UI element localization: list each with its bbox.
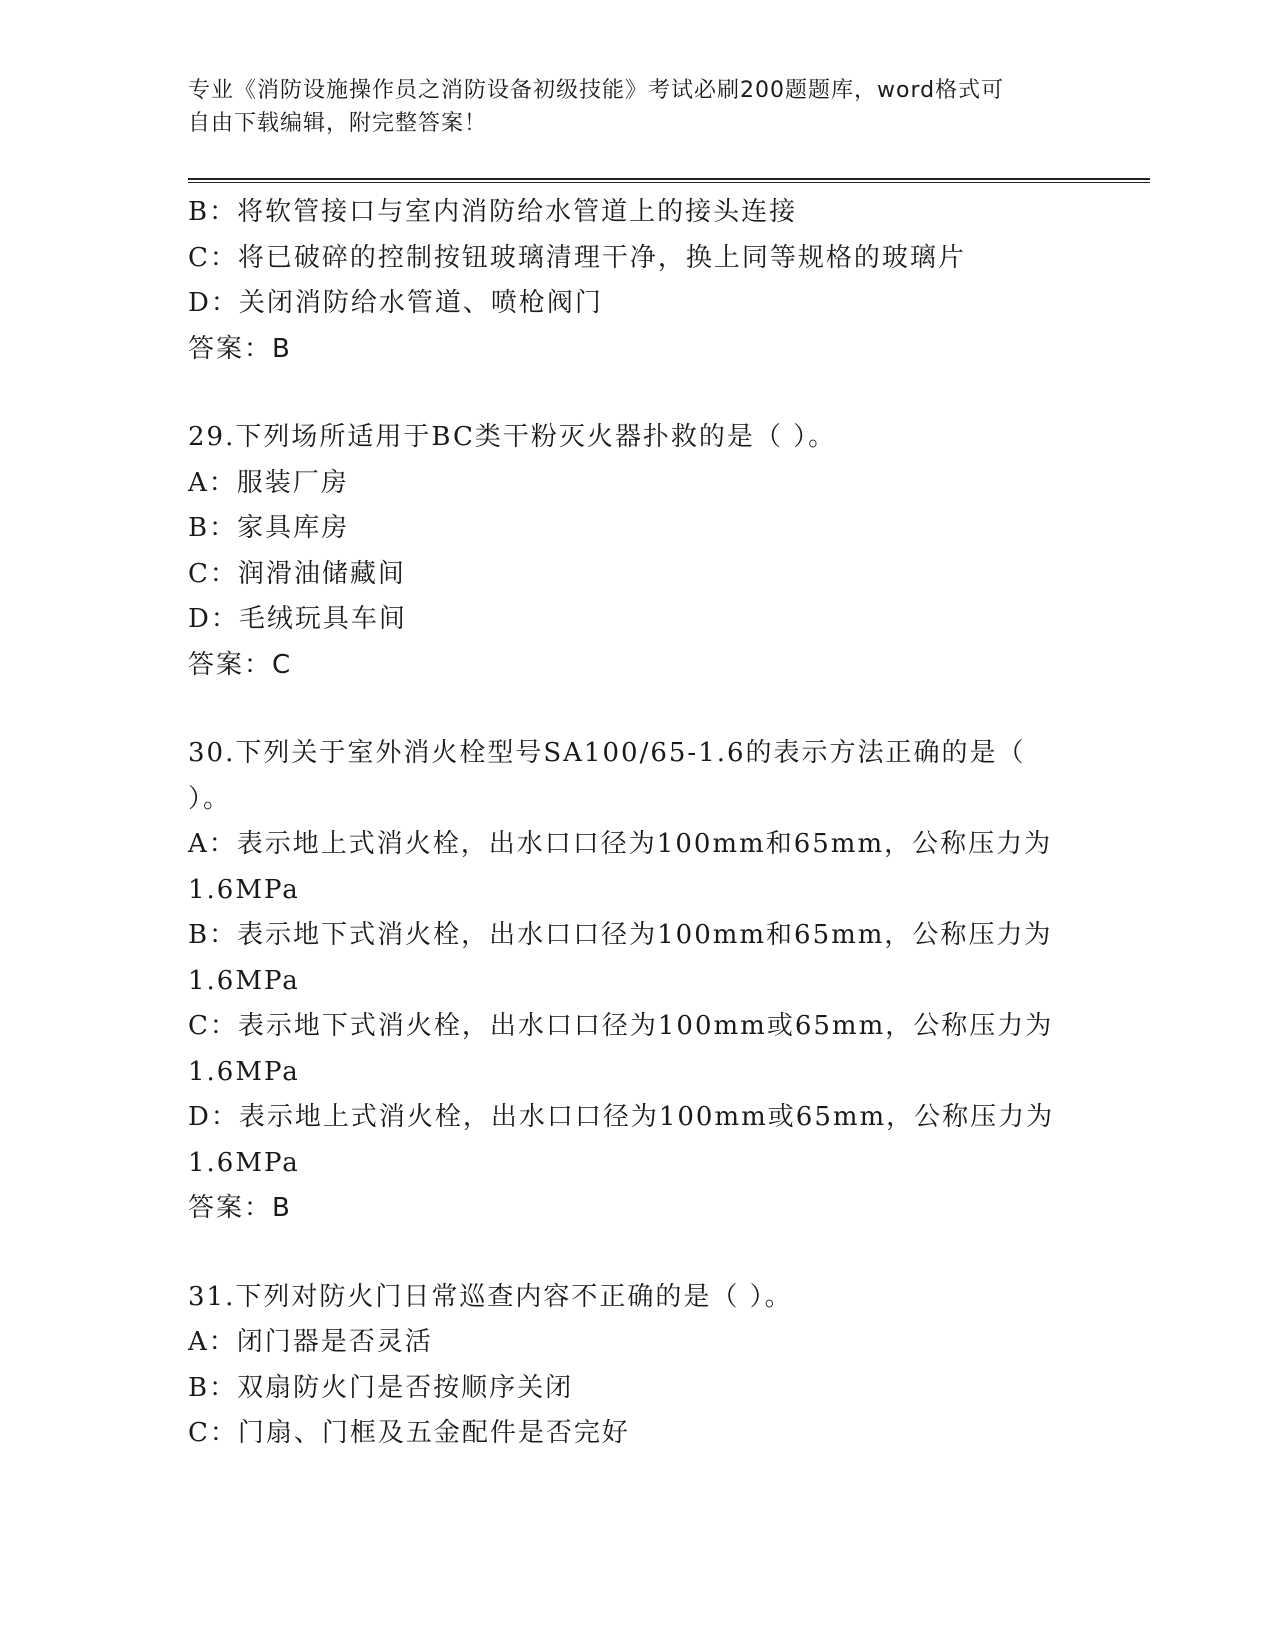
- option-b-line1: B：表示地下式消火栓，出水口口径为100mm和65mm，公称压力为: [188, 920, 1053, 950]
- document-header: [188, 74, 1068, 140]
- question-stem-line2: ）。: [188, 783, 232, 814]
- option-a: A：服装厂房: [188, 467, 349, 498]
- answer: 答案：B: [188, 1193, 292, 1223]
- option-a: A：闭门器是否灵活: [188, 1327, 433, 1357]
- option-a-line1: A：表示地上式消火栓，出水口口径为100mm和65mm，公称压力为: [188, 829, 1053, 859]
- question-30: [188, 731, 1088, 1232]
- option-d-line2: 1.6MPa: [188, 1147, 300, 1178]
- header-title-line2: 自由下载编辑，附完整答案！: [188, 111, 488, 136]
- question-list: [188, 190, 1088, 1457]
- option-b: B：家具库房: [188, 513, 350, 543]
- header-divider-thick: [188, 178, 1150, 180]
- question-stem: 31.下列对防火门日常巡查内容不正确的是（ ）。: [188, 1281, 793, 1312]
- option-d: D：毛绒玩具车间: [188, 604, 407, 634]
- question-29: [188, 415, 1088, 688]
- option-b-line2: 1.6MPa: [188, 965, 300, 996]
- header-divider-thin: [188, 182, 1150, 183]
- question-stem-line1: 30.下列关于室外消火栓型号SA100/65-1.6的表示方法正确的是（: [188, 738, 1026, 768]
- header-title-line1: 专业《消防设施操作员之消防设备初级技能》考试必刷200题题库，word格式可: [188, 78, 1005, 103]
- option-d-line1: D：表示地上式消火栓，出水口口径为100mm或65mm，公称压力为: [188, 1102, 1055, 1132]
- question-stem: 29.下列场所适用于BC类干粉灭火器扑救的是（ ）。: [188, 422, 837, 452]
- option-b: B：将软管接口与室内消防给水管道上的接头连接: [188, 197, 798, 227]
- option-c-line1: C：表示地下式消火栓，出水口口径为100mm或65mm，公称压力为: [188, 1011, 1054, 1041]
- question-28-tail: [188, 190, 1088, 372]
- option-a-line2: 1.6MPa: [188, 874, 300, 905]
- option-c-line2: 1.6MPa: [188, 1056, 300, 1087]
- option-b: B：双扇防火门是否按顺序关闭: [188, 1372, 574, 1403]
- option-c: C：润滑油储藏间: [188, 558, 406, 589]
- option-d: D：关闭消防给水管道、喷枪阀门: [188, 288, 603, 318]
- question-gap: [188, 372, 1088, 415]
- answer: 答案：B: [188, 333, 292, 364]
- question-31: [188, 1275, 1088, 1457]
- option-c: C：门扇、门框及五金配件是否完好: [188, 1418, 630, 1448]
- question-gap: [188, 688, 1088, 731]
- answer: 答案：C: [188, 649, 293, 680]
- question-gap: [188, 1232, 1088, 1275]
- option-c: C：将已破碎的控制按钮玻璃清理干净，换上同等规格的玻璃片: [188, 242, 966, 273]
